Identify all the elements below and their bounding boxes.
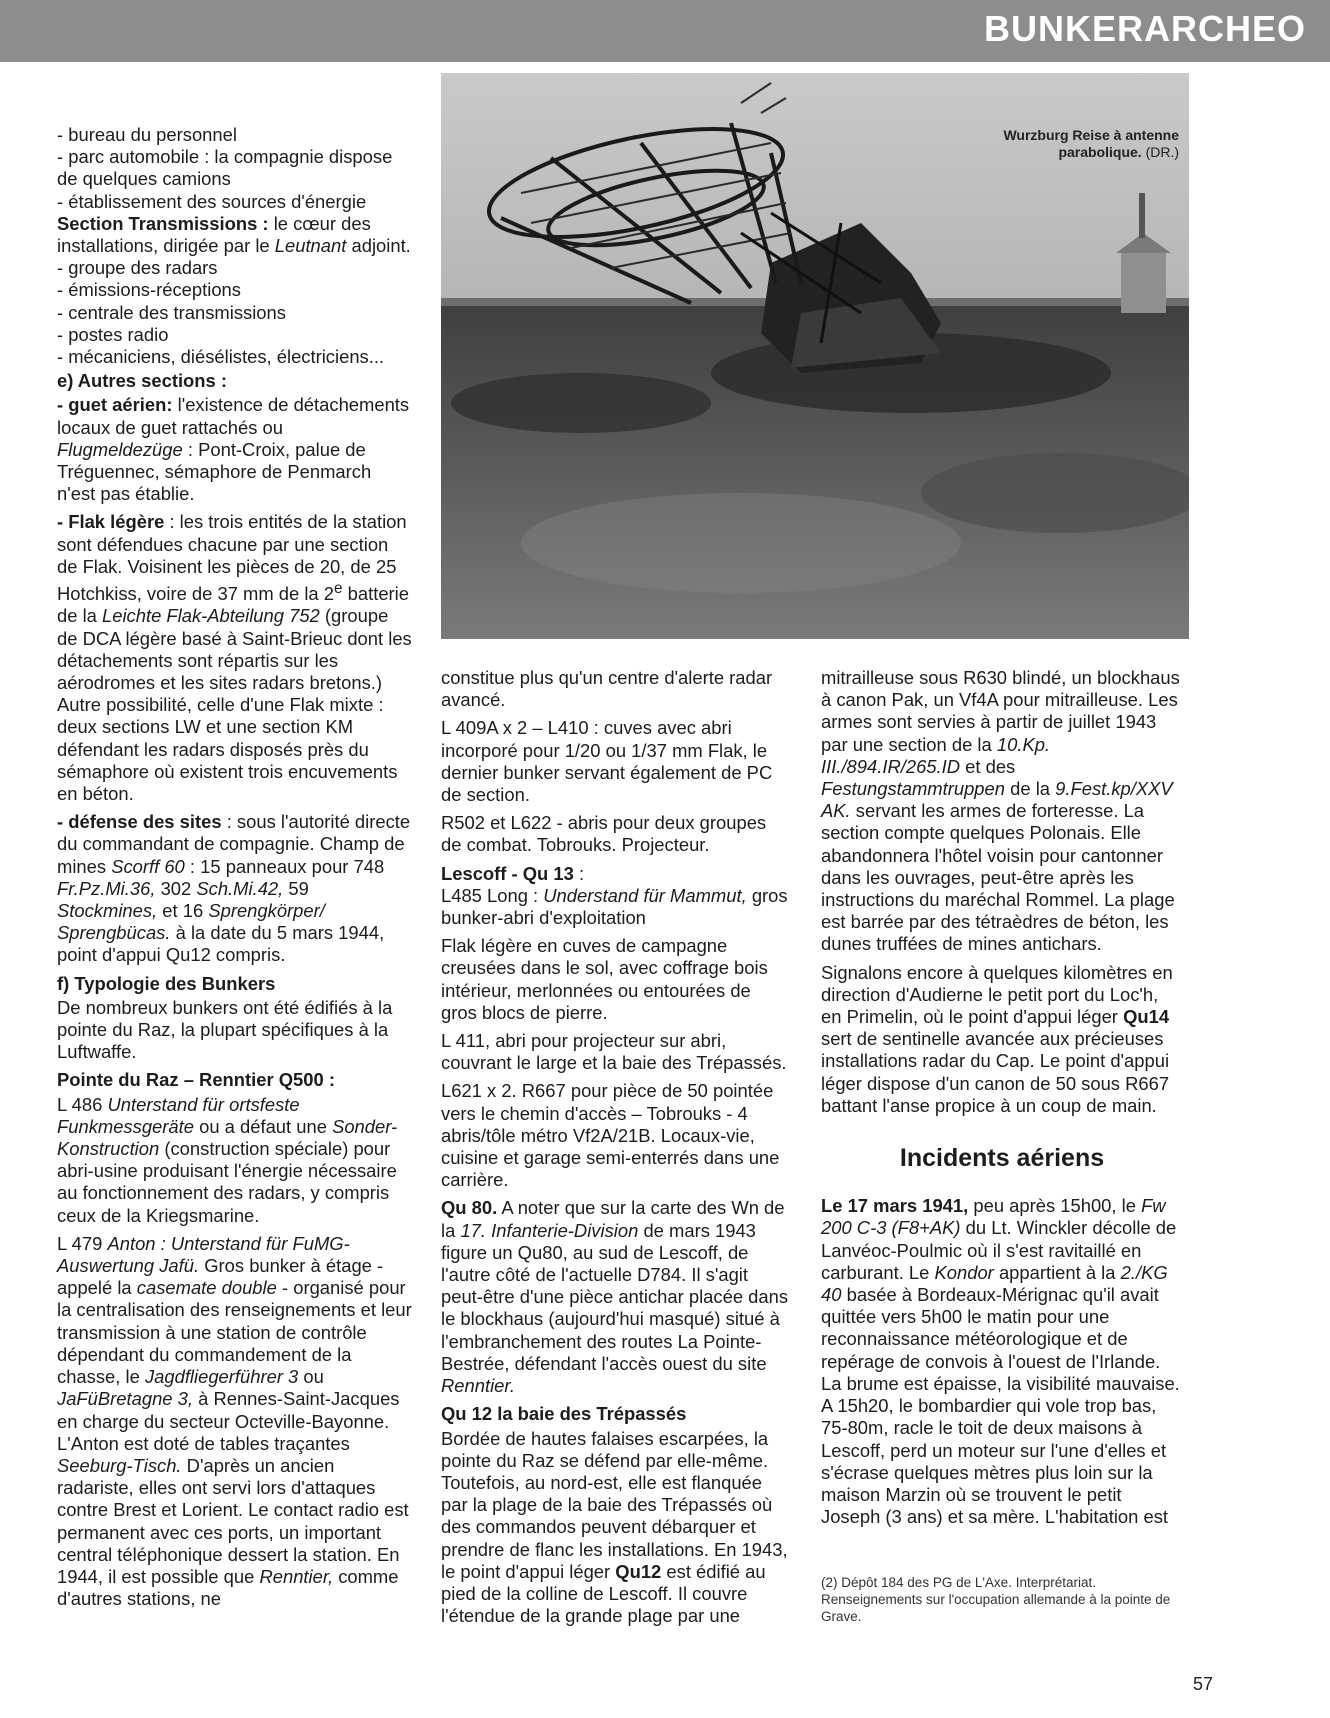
text: ou (303, 1366, 324, 1388)
flak-paragraph (57, 511, 412, 805)
text: basée à Bordeaux-Mérignac qu'il avait quittée vers 5h00 le matin pour une reconnaissance météorologique et de repérage de convois à l'ouest de l'Irlande. La brume est épaisse, la visibilité mauvaise. A 15h20, le bombardier qui vole trop bas, 75-80m, racle le toit de deux maisons à Lescoff, perd un moteur sur l'une d'elles et s'écrase quelques mètres plus loin sur la maison Marzin où se trouvent le petit Joseph (3 ans) et sa mère. L'habitation est (821, 1284, 1180, 1528)
paragraph: L621 x 2. R667 pour pièce de 50 pointée vers le chemin d'accès – Tobrouks - 4 abris/tôle métro Vf2A/21B. Locaux-vie, cuisine et garage semi-enterrés dans une carrière. (441, 1080, 780, 1191)
text: peu après 15h00, le (973, 1195, 1136, 1217)
text: 302 (160, 877, 192, 899)
text: Renntier. (441, 1375, 515, 1397)
typologie-heading: f) Typologie des Bunkers (57, 972, 276, 994)
transmissions-paragraph (57, 213, 412, 257)
lescoff-heading-line (441, 863, 791, 885)
list-item: - centrale des transmissions (57, 301, 286, 323)
text: Signalons encore à quelques kilomètres en direction d'Audierne le petit port du Loc'h, en Primelin, où le point d'appui léger (821, 961, 1173, 1028)
list-item: - groupe des radars (57, 257, 218, 279)
incident-paragraph (821, 1195, 1183, 1528)
text: et des (965, 755, 1016, 777)
list-item: - bureau du personnel (57, 124, 237, 145)
magazine-brand: BUNKERARCHEO (983, 8, 1306, 49)
paragraph: R502 et L622 - abris pour deux groupes de combat. Tobrouks. Projecteur. (441, 812, 767, 856)
text: : 15 panneaux pour 748 (189, 855, 385, 877)
text: sert de sentinelle avancée aux précieuses installations radar du Cap. Le point d'appui léger dispose d'un canon de 50 sous R667 battant l'anse propice à un coup de main. (821, 1028, 1170, 1116)
text: le cœur des installations, dirigée par le (57, 212, 371, 257)
text: Kondor (934, 1261, 994, 1283)
text: Le 17 mars 1941, (821, 1195, 969, 1217)
paragraph: L 409A x 2 – L410 : cuves avec abri incorporé pour 1/20 ou 1/37 mm Flak, le dernier bunker servant également de PC de section. (441, 717, 773, 806)
text: 17. Infanterie-Division (460, 1219, 639, 1241)
text: e (334, 580, 343, 598)
text: - défense des sites (57, 811, 222, 833)
paragraph (821, 667, 1183, 956)
text: gros bunker-abri d'exploitation (441, 884, 788, 929)
text: Stockmines, (57, 900, 158, 922)
text: L485 Long : (441, 884, 539, 906)
text: 59 (288, 877, 309, 899)
text: mitrailleuse sous R630 blindé, un blockhaus à canon Pak, un Vf4A pour mitrailleuse. Les armes sont servies à partir de juillet 1943 par une section de la (821, 667, 1180, 755)
autres-sections-heading: e) Autres sections : (57, 370, 227, 392)
list-item: - postes radio (57, 323, 169, 345)
text: L 479 (57, 1232, 103, 1254)
text: à la date du 5 mars 1944, point d'appui Qu12 compris. (57, 922, 385, 966)
text: Gros bunker à étage - appelé la (57, 1255, 384, 1299)
text: 2./KG 40 (821, 1261, 1168, 1306)
text: Jagdfliegerführer 3 (144, 1366, 299, 1388)
qu80-paragraph (441, 1197, 791, 1397)
text: de la (1010, 778, 1051, 800)
lescoff-heading: Lescoff - Qu 13 (441, 862, 574, 884)
list-item: - parc automobile : la compagnie dispose de quelques camions (57, 146, 393, 190)
text: Qu14 (1123, 1006, 1170, 1028)
text: servant les armes de forteresse. La section compte quelques Polonais. Elle abandonnera l'hôtel voisin pour cantonner dans les ouvrages, peut-être après les instructions du maréchal Rommel. La plage est barrée par des tétraèdres de béton, les dunes truffées de mines antichars. (821, 800, 1175, 955)
text: Fr.Pz.Mi.36, (57, 877, 156, 899)
text: - organisé pour la centralisation des renseignements et leur transmission à une station de contrôle dépendant du commandement de la chasse, le (57, 1277, 412, 1388)
text: Sch.Mi.42, (196, 877, 284, 899)
text: Flugmeldezüge (57, 438, 183, 460)
text: : Pont-Croix, palue de Tréguennec, sémaphore de Penmarch n'est pas établie. (57, 438, 372, 505)
text: (groupe de DCA légère basé à Saint-Brieuc dont les détachements sont répartis sur les aérodromes et les sites radars bretons.) Autre possibilité, celle d'une Flak mixte : deux sections LW et une section KM défendant les radars disposés près du sémaphore où existent trois encuvements en béton. (57, 605, 412, 805)
text: Anton : Unterstand für FuMG-Auswertung Jafü. (57, 1232, 350, 1277)
text: (construction spéciale) pour abri-usine produisant l'énergie nécessaire au fonctionnement des radars, y compris ceux de la Kriegsmarine. (57, 1138, 397, 1226)
caption-line-1: Wurzburg Reise à antenne (1003, 127, 1179, 143)
column-3 (821, 667, 1183, 1534)
text: Bordée de hautes falaises escarpées, la pointe du Raz se défend par elle-même. Toutefois, au nord-est, elle est flanquée par la plage de la baie des Trépassés où des commandos peuvent débarquer et prendre de flanc les installations. En 1943, le point d'appui léger (441, 1427, 788, 1582)
l479-paragraph (57, 1233, 412, 1610)
text: : (578, 862, 585, 884)
text: 10.Kp. III./894.IR/265.ID (821, 733, 1051, 777)
list-item: - établissement des sources d'énergie (57, 190, 367, 212)
text: Understand für Mammut, (543, 884, 747, 906)
l485-paragraph (441, 885, 791, 929)
text: L 486 (57, 1093, 103, 1115)
incidents-heading: Incidents aériens (899, 1144, 1105, 1173)
text: Leichte Flak-Abteilung 752 (102, 605, 320, 627)
list-item: - mécaniciens, diésélistes, électriciens... (57, 346, 385, 368)
text: Fw 200 C-3 (F8+AK) (821, 1195, 1166, 1239)
text: Sprengkörper/ Sprengbücas. (57, 900, 325, 944)
defense-paragraph (57, 811, 412, 966)
caption-line-2: parabolique. (1058, 144, 1142, 160)
column-2 (441, 667, 791, 1633)
text: Seeburg-Tisch. (57, 1454, 182, 1476)
text: : les trois entités de la station sont défendues chacune par une section de Flak. Voisinent les pièces de 20, de 25 Hotchkiss, voire de 37 mm de la 2 (57, 511, 407, 605)
text: et 16 (162, 900, 204, 922)
text: batterie de la (57, 583, 409, 627)
text: Festungstammtruppen (821, 778, 1005, 800)
text: à Rennes-Saint-Jacques en charge du secteur Octeville-Bayonne. L'Anton est doté de tables traçantes (57, 1388, 400, 1454)
caption-credit: (DR.) (1145, 144, 1179, 160)
paragraph: constitue plus qu'un centre d'alerte radar avancé. (441, 667, 773, 711)
l486-paragraph (57, 1094, 412, 1227)
text: l'existence de détachements locaux de guet rattachés ou (57, 394, 410, 438)
pointe-du-raz-heading: Pointe du Raz – Renntier Q500 : (57, 1069, 335, 1091)
typologie-paragraph: De nombreux bunkers ont été édifiés à la pointe du Raz, la plupart spécifiques à la Luftwaffe. (57, 996, 393, 1063)
page-number: 57 (1193, 1674, 1214, 1694)
text: Renntier, (259, 1565, 334, 1587)
text: : sous l'autorité directe du commandant de compagnie. Champ de mines (57, 811, 411, 877)
text: - guet aérien: (57, 394, 173, 416)
qu12-heading: Qu 12 la baie des Trépassés (441, 1403, 687, 1425)
text: Scorff 60 (111, 855, 185, 877)
radar-photo (441, 73, 1189, 639)
list-item: - émissions-réceptions (57, 279, 241, 301)
footnote: (2) Dépôt 184 des PG de L'Axe. Interprétariat. Renseignements sur l'occupation allemande à la pointe de Grave. (821, 1575, 1171, 1624)
text: Unterstand für ortsfeste Funkmessgeräte (57, 1093, 300, 1137)
paragraph: Flak légère en cuves de campagne creusées dans le sol, avec coffrage bois intérieur, merlonnées ou entourées de gros blocs de pierre. (441, 935, 768, 1023)
paragraph: L 411, abri pour projecteur sur abri, couvrant le large et la baie des Trépassés. (441, 1030, 787, 1074)
text: Leutnant (274, 235, 347, 257)
text: JaFüBretagne 3, (57, 1388, 193, 1410)
text: Sonder-Konstruction (57, 1115, 398, 1160)
photo-caption (1003, 127, 1179, 161)
text: casemate double (136, 1277, 277, 1299)
text: A noter que sur la carte des Wn de la (441, 1197, 785, 1241)
text: Qu 80. (441, 1197, 498, 1219)
text: de mars 1943 figure un Qu80, au sud de Lescoff, de l'autre côté de l'actuelle D784. Il s'agit peut-être d'une pièce antichar placée dans le blockhaus (aujourd'hui masqué) situé à l'embranchement des routes La Pointe-Bestrée, défendant l'accès ouest du site (441, 1219, 789, 1374)
text: adjoint. (351, 235, 411, 257)
qu12-paragraph (441, 1428, 791, 1628)
header-band (0, 0, 1330, 62)
text: est édifié au pied de la colline de Lescoff. Il couvre l'étendue de la grande plage par une (441, 1560, 766, 1627)
text: comme d'autres stations, ne (57, 1565, 399, 1610)
text: ou a défaut une (199, 1115, 327, 1137)
text: D'après un ancien radariste, elles ont servi lors d'attaques contre Brest et Lorient. Le contact radio est permanent avec ces ports, un important central téléphonique dessert la station. En 1944, il est possible que (57, 1454, 409, 1587)
paragraph (821, 962, 1183, 1117)
guet-paragraph (57, 394, 412, 505)
text: du Lt. Winckler décolle de Lanvéoc-Poulmic où il s'est ravitaillé en carburant. Le (821, 1217, 1177, 1283)
text: appartient à la (998, 1261, 1116, 1283)
transmissions-label: Section Transmissions : (57, 212, 269, 234)
text: 9.Fest.kp/XXV AK. (821, 778, 1173, 822)
text: - Flak légère (57, 511, 165, 533)
text: Qu12 (615, 1560, 662, 1582)
column-1 (57, 124, 412, 1616)
